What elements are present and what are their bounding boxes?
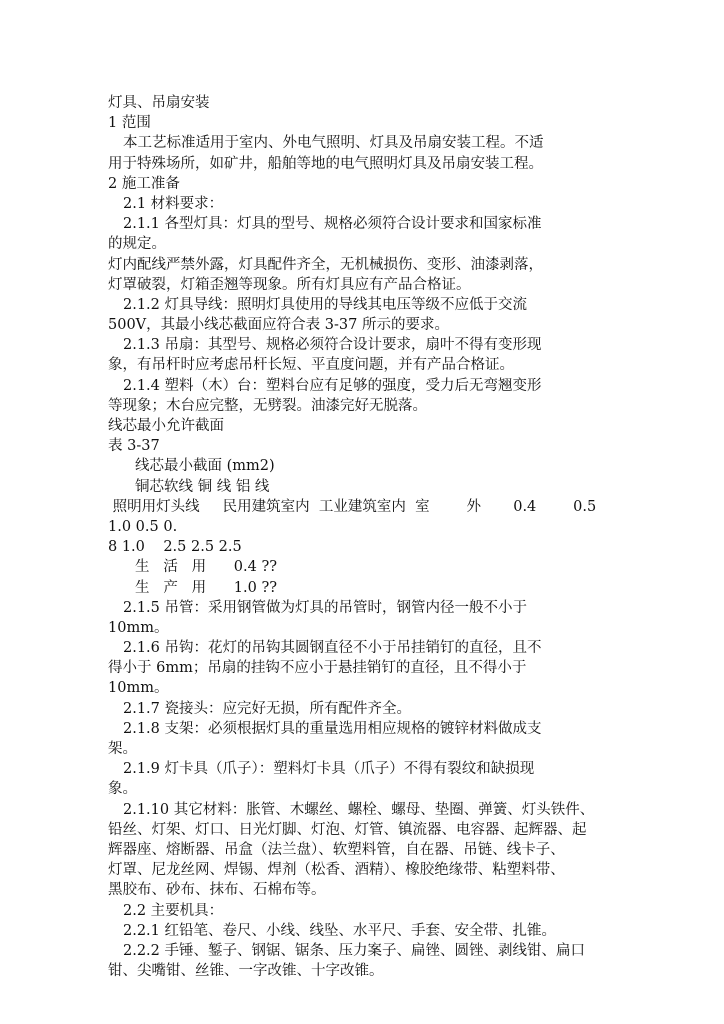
table-row: 生 活 用 0.4 ?? <box>135 559 278 576</box>
paragraph-line: 得小于 6mm；吊扇的挂钩不应小于悬挂销钉的直径，且不得小于 <box>108 660 527 677</box>
paragraph-line: 2.1.6 吊钩：花灯的吊钩其圆钢直径不小于吊挂销钉的直径，且不 <box>123 640 542 657</box>
section-heading: 2 施工准备 <box>108 175 180 192</box>
table-row: 1.0 0.5 0. <box>108 518 178 535</box>
table-header: 线芯最小截面 (mm2) <box>135 458 275 475</box>
paragraph-line: 2.1.9 灯卡具（爪子）：塑料灯卡具（爪子）不得有裂纹和缺损现 <box>123 761 535 778</box>
table-number: 表 3-37 <box>108 438 160 455</box>
paragraph-line: 2.1.3 吊扇：其型号、规格必须符合设计要求，扇叶不得有变形现 <box>123 337 542 354</box>
paragraph-line: 用于特殊场所，如矿井，船舶等地的电气照明灯具及吊扇安装工程。 <box>108 155 543 172</box>
section-heading: 1 范围 <box>108 115 151 132</box>
paragraph-line: 象，有吊杆时应考虑吊杆长短、平直度问题，并有产品合格证。 <box>108 357 514 374</box>
table-row: 8 1.0 2.5 2.5 2.5 <box>108 539 242 556</box>
subsection-heading: 2.1 材料要求： <box>123 195 224 212</box>
paragraph-line: 2.1.8 支架：必须根据灯具的重量选用相应规格的镀锌材料做成支 <box>123 720 542 737</box>
table-header: 铜芯软线 铜 线 铝 线 <box>135 478 270 495</box>
paragraph-line: 本工艺标准适用于室内、外电气照明、灯具及吊扇安装工程。不适 <box>123 135 544 152</box>
paragraph-line: 10mm。 <box>108 680 169 697</box>
paragraph-line: 2.2.2 手锤、錾子、钢锯、锯条、压力案子、扁锉、圆锉、剥线钳、扁口 <box>123 942 586 959</box>
paragraph-line: 500V，其最小线芯截面应符合表 3-37 所示的要求。 <box>108 317 449 334</box>
paragraph-line: 钳、尖嘴钳、丝锥、一字改锥、十字改锥。 <box>108 963 384 980</box>
paragraph-line: 黑胶布、砂布、抹布、石棉布等。 <box>108 882 326 899</box>
paragraph-line: 2.1.4 塑料（木）台：塑料台应有足够的强度，受力后无弯翘变形 <box>123 377 542 394</box>
paragraph-line: 2.1.7 瓷接头：应完好无损，所有配件齐全。 <box>123 700 412 717</box>
table-caption: 线芯最小允许截面 <box>108 418 224 434</box>
paragraph-line: 灯内配线严禁外露，灯具配件齐全，无机械损伤、变形、油漆剥落， <box>108 256 543 273</box>
document-title: 灯具、吊扇安装 <box>108 95 210 111</box>
paragraph-line: 等现象；木台应完整，无劈裂。油漆完好无脱落。 <box>108 397 427 414</box>
paragraph-line: 的规定。 <box>108 236 166 253</box>
paragraph-line: 2.1.2 灯具导线：照明灯具使用的导线其电压等级不应低于交流 <box>123 296 528 313</box>
table-row: 照明用灯头线 民用建筑室内 工业建筑室内 室 外 0.4 0.5 <box>108 498 597 515</box>
paragraph-line: 灯罩、尼龙丝网、焊锡、焊剂（松香、酒精）、橡胶绝缘带、粘塑料带、 <box>108 862 565 879</box>
paragraph-line: 铅丝、灯架、灯口、日光灯脚、灯泡、灯管、镇流器、电容器、起辉器、起 <box>108 821 587 838</box>
paragraph-line: 2.1.10 其它材料：胀管、木螺丝、螺栓、螺母、垫圈、弹簧、灯头铁件、 <box>123 801 595 818</box>
subsection-heading: 2.2 主要机具： <box>123 902 224 919</box>
document-body <box>108 93 620 981</box>
paragraph-line: 架。 <box>108 741 137 757</box>
paragraph-line: 2.1.1 各型灯具：灯具的型号、规格必须符合设计要求和国家标准 <box>123 216 542 233</box>
paragraph-line: 灯罩破裂，灯箱歪翘等现象。所有灯具应有产品合格证。 <box>108 276 471 293</box>
paragraph-line: 2.2.1 红铅笔、卷尺、小线、线坠、水平尺、手套、安全带、扎锥。 <box>123 922 557 939</box>
paragraph-line: 辉器座、熔断器、吊盒（法兰盘）、软塑料管，自在器、吊链、线卡子、 <box>108 841 565 858</box>
paragraph-line: 2.1.5 吊管：采用钢管做为灯具的吊管时，钢管内径一般不小于 <box>123 599 528 616</box>
table-row: 生 产 用 1.0 ?? <box>135 579 278 596</box>
paragraph-line: 10mm。 <box>108 619 169 636</box>
paragraph-line: 象。 <box>108 781 137 798</box>
